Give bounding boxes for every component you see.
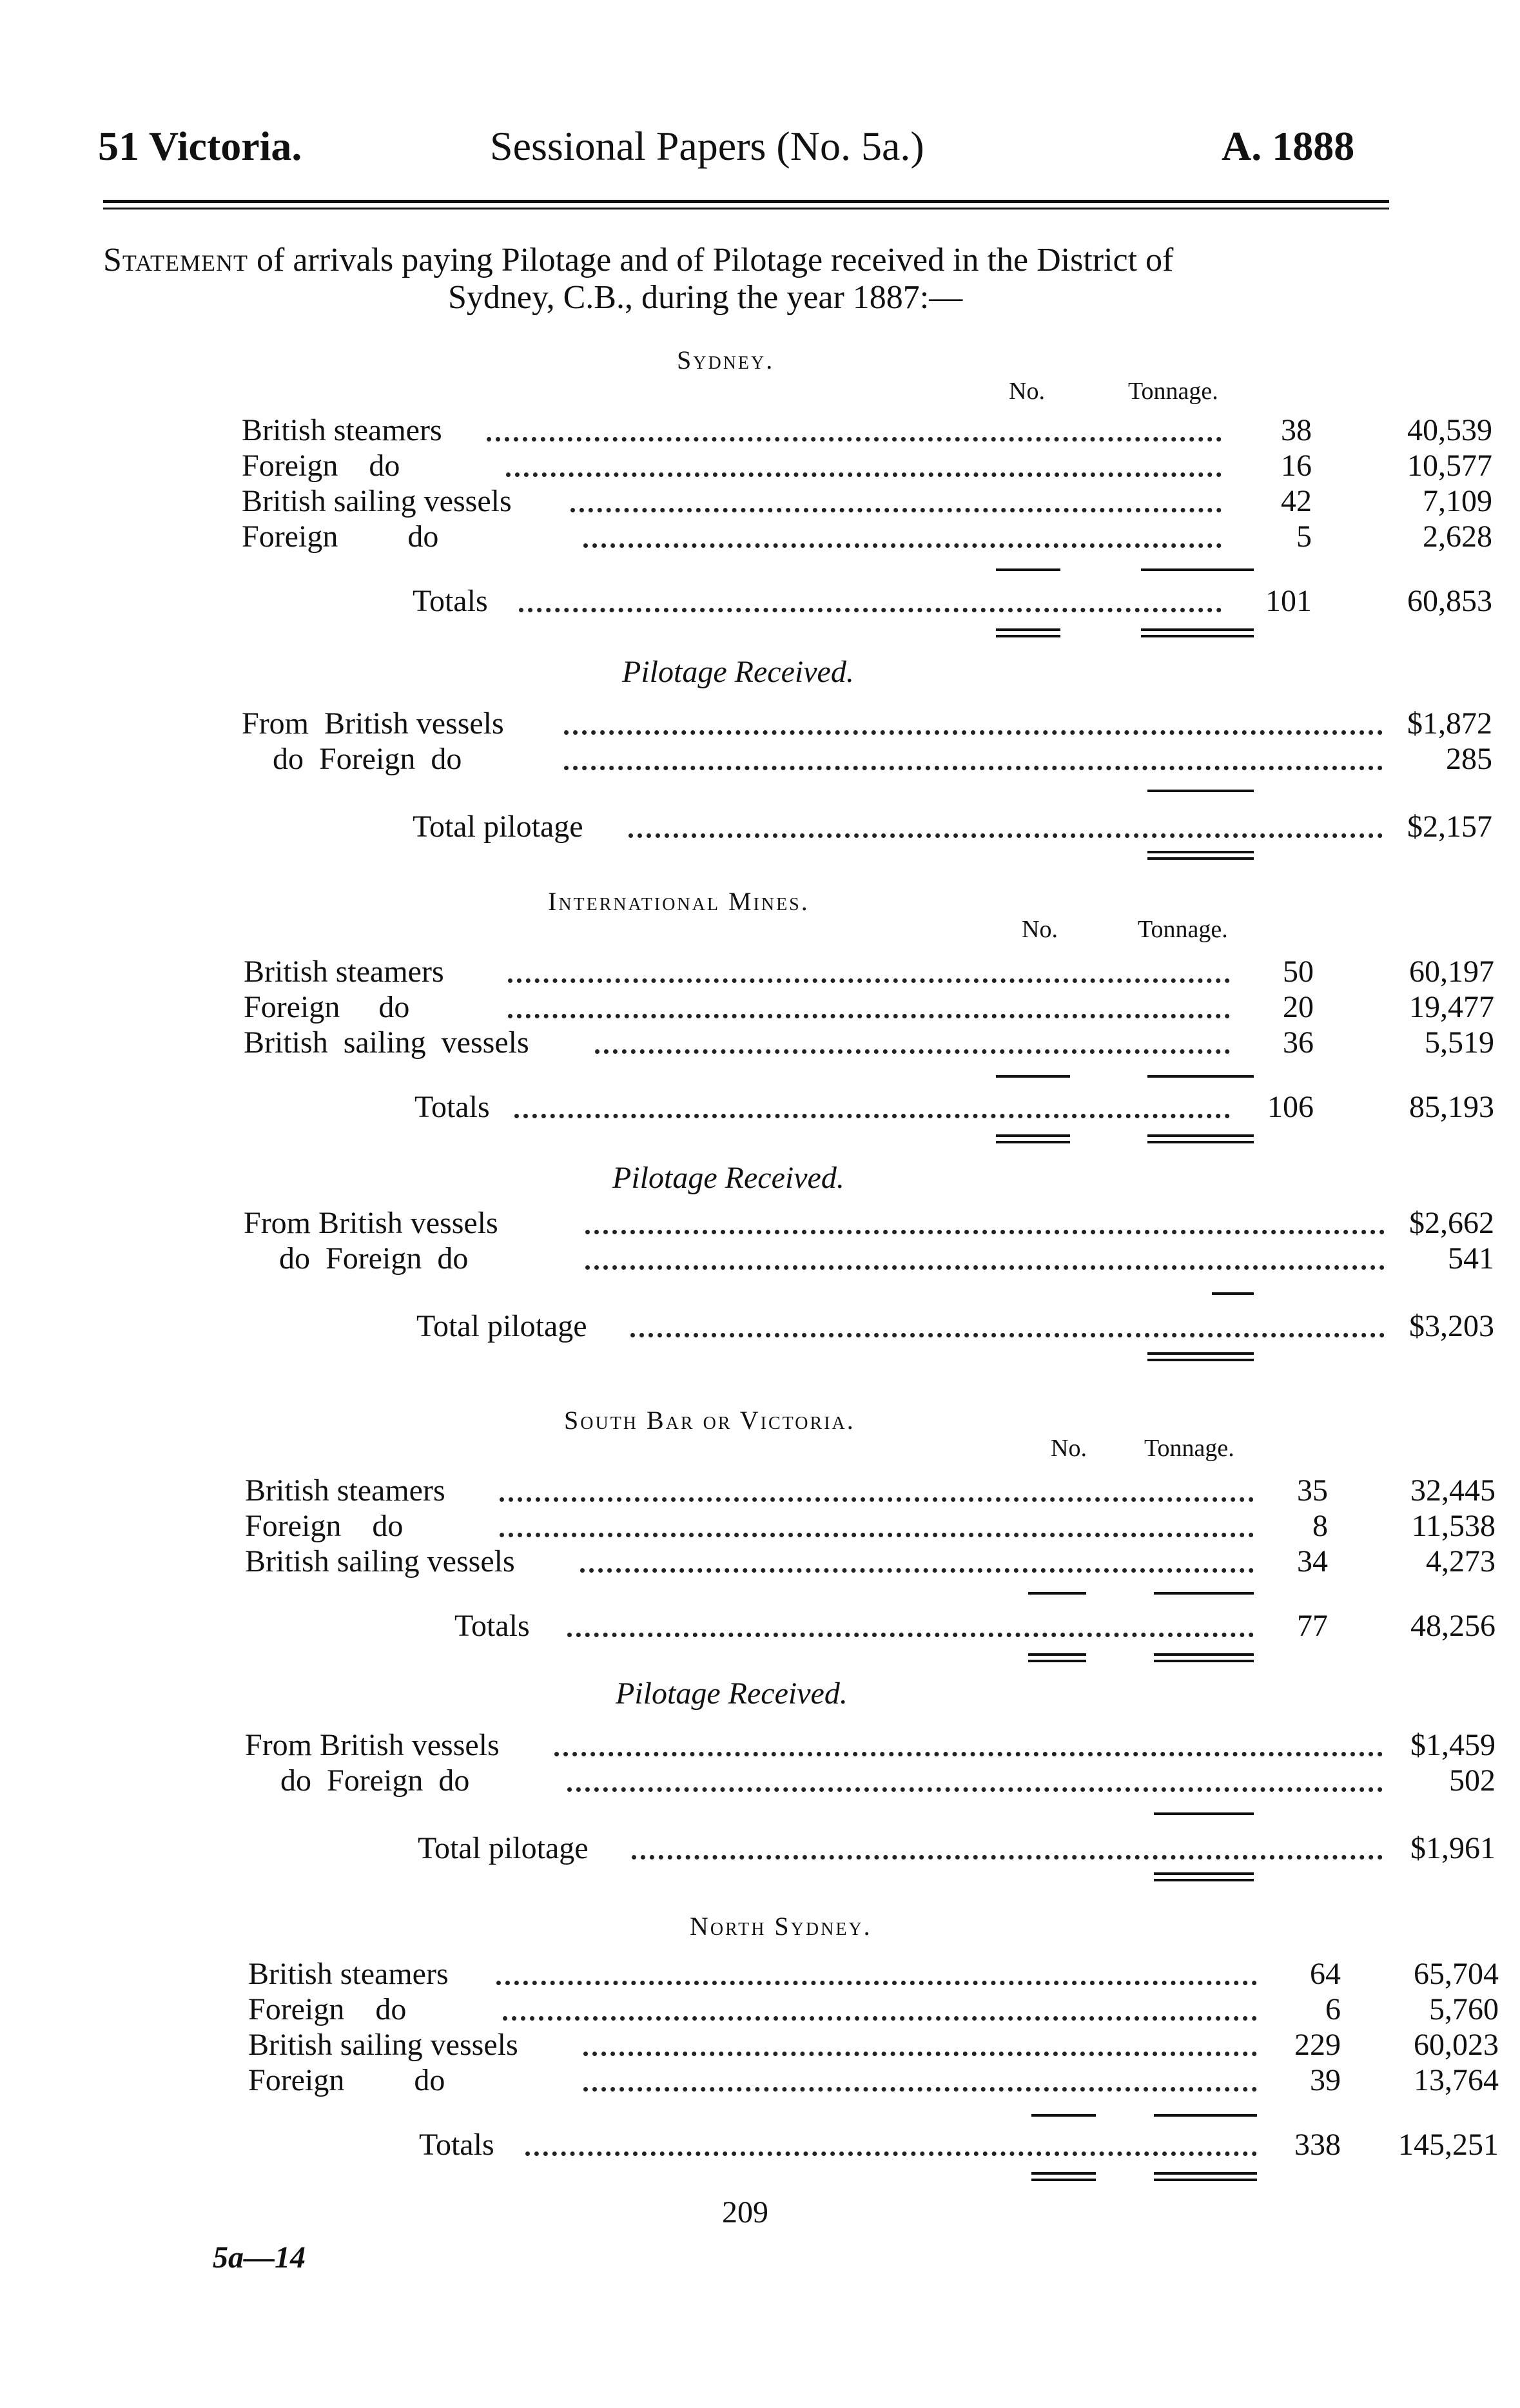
totals-no: 338 [1294, 2128, 1341, 2162]
row-label: British steamers [248, 1957, 449, 1991]
row-no: 39 [1310, 2063, 1341, 2097]
total-double-rule [1147, 1134, 1254, 1143]
header-left: 51 Victoria. [98, 123, 302, 169]
row-tonnage: 7,109 [1423, 484, 1492, 518]
col-no-header: No. [1009, 378, 1045, 405]
pilotage-total-amount: $2,157 [1407, 810, 1492, 844]
sum-rule-tonnage [1141, 568, 1254, 571]
pilotage-amount: $1,459 [1410, 1728, 1496, 1762]
sum-rule-amount [1147, 790, 1254, 792]
row-tonnage: 13,764 [1414, 2063, 1499, 2097]
col-tonnage-header: Tonnage. [1144, 1435, 1234, 1462]
caption-line1: of arrivals paying Pilotage and of Pilotage received in the District of [257, 242, 1174, 278]
totals-label: Totals [414, 1090, 490, 1124]
totals-tonnage: 145,251 [1398, 2128, 1499, 2162]
pilotage-label: do Foreign do [280, 1763, 470, 1798]
sum-rule-tonnage [1154, 2114, 1257, 2117]
row-label: British steamers [244, 955, 444, 989]
table-row [248, 2027, 1499, 2063]
totals-label: Totals [454, 1609, 530, 1643]
pilotage-row [245, 1763, 1496, 1799]
table-row [248, 2063, 1499, 2099]
row-no: 5 [1296, 519, 1312, 554]
row-label: British sailing vessels [242, 484, 512, 518]
sum-rule-no [1028, 1592, 1086, 1595]
pilotage-amount: 502 [1449, 1763, 1496, 1798]
pilotage-total-label: Total pilotage [416, 1309, 587, 1343]
totals-no: 77 [1297, 1609, 1328, 1643]
pilotage-row [244, 1241, 1494, 1277]
table-row [248, 1992, 1499, 2028]
row-no: 38 [1281, 413, 1312, 447]
pilotage-amount: $2,662 [1409, 1206, 1494, 1240]
total-double-rule [1154, 1872, 1254, 1881]
pilotage-total-label: Total pilotage [418, 1831, 589, 1865]
row-tonnage: 60,023 [1414, 2028, 1499, 2062]
total-double-rule [1028, 1653, 1086, 1662]
statement-caption [103, 242, 1392, 316]
header-rule-top [103, 200, 1389, 203]
totals-tonnage: 60,853 [1407, 584, 1492, 618]
row-tonnage: 32,445 [1410, 1473, 1496, 1508]
row-tonnage: 2,628 [1423, 519, 1492, 554]
table-row [242, 519, 1492, 555]
total-double-rule [1147, 851, 1254, 860]
pilotage-label: From British vessels [242, 706, 504, 741]
pilotage-label: From British vessels [244, 1206, 498, 1240]
row-tonnage: 19,477 [1409, 990, 1494, 1024]
totals-no: 101 [1265, 584, 1312, 618]
pilotage-label: do Foreign do [273, 742, 462, 776]
row-label: British sailing vessels [245, 1544, 515, 1578]
pilotage-total-amount: $3,203 [1409, 1309, 1494, 1343]
sum-rule-tonnage [1147, 1075, 1254, 1078]
row-label: British sailing vessels [244, 1025, 529, 1060]
table-row [245, 1544, 1496, 1580]
row-tonnage: 10,577 [1407, 449, 1492, 483]
row-no: 36 [1283, 1025, 1314, 1060]
sum-rule-tonnage [1154, 1592, 1254, 1595]
row-no: 34 [1297, 1544, 1328, 1578]
total-double-rule [1141, 628, 1254, 637]
pilotage-row [245, 1727, 1496, 1763]
pilotage-title: Pilotage Received. [612, 1161, 844, 1195]
page-number: 209 [722, 2195, 768, 2229]
header-center: Sessional Papers (No. 5a.) [490, 123, 924, 169]
row-tonnage: 4,273 [1426, 1544, 1496, 1578]
table-row [245, 1508, 1496, 1544]
row-label: Foreign do [248, 1992, 407, 2026]
totals-tonnage: 48,256 [1410, 1609, 1496, 1643]
section-title-international-mines: International Mines. [548, 887, 810, 916]
row-tonnage: 5,760 [1429, 1992, 1499, 2026]
pilotage-amount: 285 [1446, 742, 1492, 776]
sum-rule-amount [1154, 1812, 1254, 1815]
pilotage-total-row [244, 1308, 1494, 1345]
table-row [245, 1473, 1496, 1509]
totals-row [248, 2127, 1499, 2163]
totals-row [242, 583, 1492, 619]
row-no: 64 [1310, 1957, 1341, 1991]
header-rule-bottom [103, 208, 1389, 209]
table-row [242, 483, 1492, 519]
row-label: British steamers [245, 1473, 445, 1508]
section-title-south-bar: South Bar or Victoria. [564, 1406, 855, 1435]
row-no: 6 [1325, 1992, 1341, 2026]
row-no: 35 [1297, 1473, 1328, 1508]
row-no: 50 [1283, 955, 1314, 989]
pilotage-total-label: Total pilotage [413, 810, 583, 844]
row-label: Foreign do [242, 519, 439, 554]
totals-label: Totals [413, 584, 488, 618]
row-tonnage: 11,538 [1411, 1509, 1496, 1543]
row-no: 8 [1312, 1509, 1328, 1543]
row-label: Foreign do [244, 990, 410, 1024]
pilotage-title: Pilotage Received. [622, 655, 854, 689]
totals-label: Totals [419, 2128, 494, 2162]
sum-rule-no [996, 1075, 1070, 1078]
pilotage-amount: $1,872 [1407, 706, 1492, 741]
row-label: Foreign do [248, 2063, 445, 2097]
pilotage-label: From British vessels [245, 1728, 500, 1762]
caption-lead: Statement [103, 242, 249, 278]
table-row [242, 413, 1492, 449]
total-double-rule [1147, 1352, 1254, 1361]
row-tonnage: 65,704 [1414, 1957, 1499, 1991]
row-tonnage: 5,519 [1425, 1025, 1494, 1060]
col-no-header: No. [1051, 1435, 1087, 1462]
totals-tonnage: 85,193 [1409, 1090, 1494, 1124]
row-no: 16 [1281, 449, 1312, 483]
section-title-sydney: Sydney. [677, 345, 775, 374]
table-row [244, 989, 1494, 1025]
row-no: 20 [1283, 990, 1314, 1024]
section-title-north-sydney: North Sydney. [690, 1912, 872, 1941]
pilotage-total-row [242, 809, 1492, 845]
sum-rule-no [1031, 2114, 1096, 2117]
row-label: Foreign do [245, 1509, 404, 1543]
totals-no: 106 [1267, 1090, 1314, 1124]
total-double-rule [996, 1134, 1070, 1143]
pilotage-title: Pilotage Received. [616, 1676, 848, 1711]
table-row [242, 448, 1492, 484]
caption-line2: Sydney, C.B., during the year 1887:— [448, 279, 963, 316]
pilotage-total-amount: $1,961 [1410, 1831, 1496, 1865]
total-double-rule [996, 628, 1060, 637]
col-tonnage-header: Tonnage. [1138, 916, 1228, 943]
pilotage-row [244, 1205, 1494, 1241]
col-tonnage-header: Tonnage. [1128, 378, 1218, 405]
total-double-rule [1154, 1653, 1254, 1662]
table-row [244, 954, 1494, 990]
row-label: Foreign do [242, 449, 400, 483]
row-no: 42 [1281, 484, 1312, 518]
row-no: 229 [1294, 2028, 1341, 2062]
row-tonnage: 60,197 [1409, 955, 1494, 989]
pilotage-label: do Foreign do [279, 1241, 469, 1276]
sheet-signature: 5a—14 [213, 2240, 306, 2275]
pilotage-amount: 541 [1448, 1241, 1494, 1276]
row-label: British sailing vessels [248, 2028, 518, 2062]
table-row [248, 1956, 1499, 1992]
totals-row [244, 1089, 1494, 1125]
row-tonnage: 40,539 [1407, 413, 1492, 447]
header-right: A. 1888 [1222, 123, 1355, 169]
table-row [244, 1025, 1494, 1061]
pilotage-row [242, 741, 1492, 777]
total-double-rule [1154, 2172, 1257, 2181]
row-label: British steamers [242, 413, 442, 447]
pilotage-total-row [245, 1830, 1496, 1867]
pilotage-row [242, 706, 1492, 742]
totals-row [245, 1608, 1496, 1644]
sum-rule-no [996, 568, 1060, 571]
total-double-rule [1031, 2172, 1096, 2181]
sum-rule-amount [1212, 1292, 1254, 1295]
col-no-header: No. [1022, 916, 1058, 943]
